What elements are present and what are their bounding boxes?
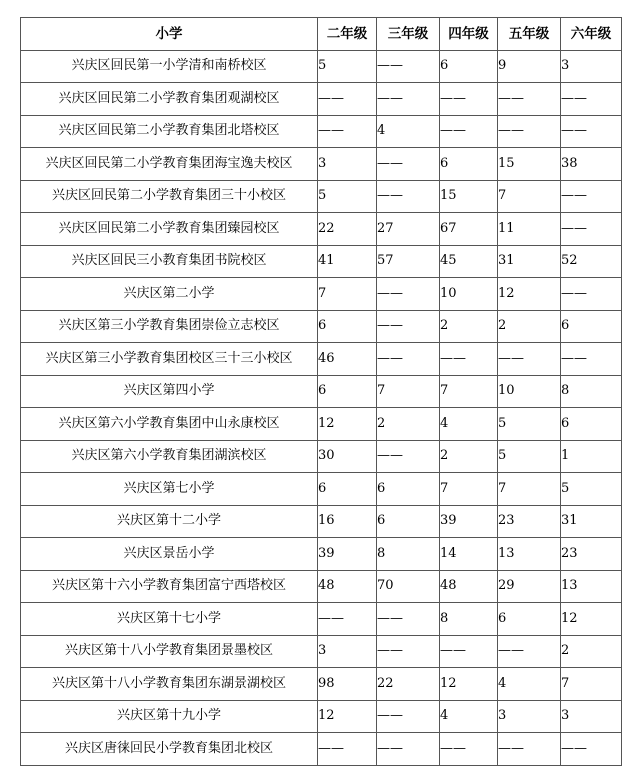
grade-2-cell: ——: [318, 115, 377, 148]
grade-5-cell: 6: [498, 603, 561, 636]
grade-6-cell: 52: [561, 245, 622, 278]
grade-3-cell: ——: [377, 700, 440, 733]
grade-4-cell: ——: [440, 115, 498, 148]
grade-5-cell: ——: [498, 733, 561, 766]
school-name-cell: 兴庆区第六小学教育集团中山永康校区: [21, 408, 318, 441]
grade-5-cell: 15: [498, 148, 561, 181]
grade-3-cell: 7: [377, 375, 440, 408]
grade-4-cell: 2: [440, 440, 498, 473]
grade-5-cell: 2: [498, 310, 561, 343]
grade-2-cell: 6: [318, 473, 377, 506]
grade-4-cell: 39: [440, 505, 498, 538]
grade-4-cell: 4: [440, 700, 498, 733]
grade-6-cell: ——: [561, 733, 622, 766]
table-row: [21, 278, 622, 311]
grade-4-cell: 48: [440, 570, 498, 603]
grade-3-cell: ——: [377, 440, 440, 473]
grade-3-cell: 6: [377, 505, 440, 538]
table-row: [21, 473, 622, 506]
grade-5-cell: ——: [498, 343, 561, 376]
school-name-cell: 兴庆区第三小学教育集团校区三十三小校区: [21, 343, 318, 376]
header-grade-5: 五年级: [498, 18, 561, 51]
grade-5-cell: 31: [498, 245, 561, 278]
grade-5-cell: ——: [498, 635, 561, 668]
header-grade-4: 四年级: [440, 18, 498, 51]
grade-3-cell: ——: [377, 148, 440, 181]
grade-2-cell: 41: [318, 245, 377, 278]
school-name-cell: 兴庆区回民第二小学教育集团北塔校区: [21, 115, 318, 148]
table-row: [21, 375, 622, 408]
table-row: [21, 408, 622, 441]
grade-2-cell: 46: [318, 343, 377, 376]
grade-2-cell: 22: [318, 213, 377, 246]
grade-4-cell: 4: [440, 408, 498, 441]
grade-5-cell: 11: [498, 213, 561, 246]
table-row: [21, 50, 622, 83]
table-row: [21, 700, 622, 733]
school-name-cell: 兴庆区第十八小学教育集团东湖景湖校区: [21, 668, 318, 701]
school-name-cell: 兴庆区回民第二小学教育集团观湖校区: [21, 83, 318, 116]
school-name-cell: 兴庆区第二小学: [21, 278, 318, 311]
school-name-cell: 兴庆区第十七小学: [21, 603, 318, 636]
grade-3-cell: ——: [377, 50, 440, 83]
grade-4-cell: ——: [440, 83, 498, 116]
grade-3-cell: 8: [377, 538, 440, 571]
grade-3-cell: ——: [377, 603, 440, 636]
grade-5-cell: 12: [498, 278, 561, 311]
grade-4-cell: 7: [440, 473, 498, 506]
grade-2-cell: ——: [318, 83, 377, 116]
grade-2-cell: 98: [318, 668, 377, 701]
table-row: [21, 505, 622, 538]
grade-4-cell: 15: [440, 180, 498, 213]
grade-6-cell: ——: [561, 115, 622, 148]
grade-3-cell: 27: [377, 213, 440, 246]
grade-5-cell: 4: [498, 668, 561, 701]
school-name-cell: 兴庆区第四小学: [21, 375, 318, 408]
grade-6-cell: 3: [561, 50, 622, 83]
grade-5-cell: 7: [498, 180, 561, 213]
table-row: [21, 310, 622, 343]
school-name-cell: 兴庆区第六小学教育集团湖滨校区: [21, 440, 318, 473]
grade-3-cell: ——: [377, 310, 440, 343]
grade-4-cell: 8: [440, 603, 498, 636]
grade-6-cell: ——: [561, 83, 622, 116]
school-name-cell: 兴庆区唐徕回民小学教育集团北校区: [21, 733, 318, 766]
grade-6-cell: 7: [561, 668, 622, 701]
table-row: [21, 440, 622, 473]
grade-5-cell: 3: [498, 700, 561, 733]
grade-2-cell: 7: [318, 278, 377, 311]
grade-5-cell: 29: [498, 570, 561, 603]
grade-3-cell: 22: [377, 668, 440, 701]
table-row: [21, 343, 622, 376]
grade-2-cell: ——: [318, 603, 377, 636]
grade-3-cell: ——: [377, 343, 440, 376]
school-name-cell: 兴庆区第七小学: [21, 473, 318, 506]
grade-2-cell: 6: [318, 375, 377, 408]
grade-5-cell: 9: [498, 50, 561, 83]
grade-6-cell: 12: [561, 603, 622, 636]
grade-2-cell: 16: [318, 505, 377, 538]
table-row: [21, 245, 622, 278]
table-body: [21, 50, 622, 765]
grade-3-cell: 6: [377, 473, 440, 506]
grade-3-cell: 2: [377, 408, 440, 441]
table-row: [21, 213, 622, 246]
grade-5-cell: 23: [498, 505, 561, 538]
grade-4-cell: 14: [440, 538, 498, 571]
table-row: [21, 115, 622, 148]
grade-6-cell: ——: [561, 278, 622, 311]
grade-3-cell: ——: [377, 733, 440, 766]
grade-2-cell: 48: [318, 570, 377, 603]
grade-3-cell: ——: [377, 180, 440, 213]
school-name-cell: 兴庆区第三小学教育集团崇俭立志校区: [21, 310, 318, 343]
grade-4-cell: 67: [440, 213, 498, 246]
header-grade-3: 三年级: [377, 18, 440, 51]
grade-6-cell: 1: [561, 440, 622, 473]
grade-4-cell: 45: [440, 245, 498, 278]
grade-4-cell: 6: [440, 148, 498, 181]
school-name-cell: 兴庆区回民三小教育集团书院校区: [21, 245, 318, 278]
grade-6-cell: 5: [561, 473, 622, 506]
school-name-cell: 兴庆区第十九小学: [21, 700, 318, 733]
grade-3-cell: 70: [377, 570, 440, 603]
grade-2-cell: 5: [318, 180, 377, 213]
grade-5-cell: 5: [498, 408, 561, 441]
table-row: [21, 733, 622, 766]
grade-4-cell: 2: [440, 310, 498, 343]
grade-4-cell: 6: [440, 50, 498, 83]
grade-2-cell: 39: [318, 538, 377, 571]
grade-3-cell: ——: [377, 278, 440, 311]
header-grade-2: 二年级: [318, 18, 377, 51]
grade-5-cell: 7: [498, 473, 561, 506]
grade-3-cell: ——: [377, 83, 440, 116]
table-row: [21, 668, 622, 701]
school-name-cell: 兴庆区第十二小学: [21, 505, 318, 538]
grade-6-cell: 13: [561, 570, 622, 603]
header-row: [21, 18, 622, 51]
grade-4-cell: 7: [440, 375, 498, 408]
grade-5-cell: ——: [498, 83, 561, 116]
header-school: 小学: [21, 18, 318, 51]
grade-5-cell: ——: [498, 115, 561, 148]
grade-6-cell: ——: [561, 213, 622, 246]
header-grade-6: 六年级: [561, 18, 622, 51]
grade-3-cell: ——: [377, 635, 440, 668]
school-name-cell: 兴庆区回民第二小学教育集团臻园校区: [21, 213, 318, 246]
table-row: [21, 570, 622, 603]
grade-4-cell: ——: [440, 343, 498, 376]
table-row: [21, 148, 622, 181]
grade-2-cell: 3: [318, 148, 377, 181]
table-container: [20, 17, 622, 766]
school-name-cell: 兴庆区第十六小学教育集团富宁西塔校区: [21, 570, 318, 603]
grade-6-cell: 31: [561, 505, 622, 538]
grade-2-cell: 6: [318, 310, 377, 343]
grade-2-cell: 12: [318, 408, 377, 441]
grade-6-cell: 6: [561, 408, 622, 441]
grade-2-cell: ——: [318, 733, 377, 766]
school-name-cell: 兴庆区第十八小学教育集团景墨校区: [21, 635, 318, 668]
grade-2-cell: 30: [318, 440, 377, 473]
grade-6-cell: ——: [561, 343, 622, 376]
grade-6-cell: 6: [561, 310, 622, 343]
grade-4-cell: ——: [440, 635, 498, 668]
grade-6-cell: ——: [561, 180, 622, 213]
grade-4-cell: 12: [440, 668, 498, 701]
table-row: [21, 83, 622, 116]
grade-4-cell: 10: [440, 278, 498, 311]
grade-5-cell: 10: [498, 375, 561, 408]
grade-6-cell: 38: [561, 148, 622, 181]
grade-6-cell: 23: [561, 538, 622, 571]
table-row: [21, 538, 622, 571]
grade-3-cell: 57: [377, 245, 440, 278]
grade-6-cell: 2: [561, 635, 622, 668]
grade-4-cell: ——: [440, 733, 498, 766]
grade-2-cell: 12: [318, 700, 377, 733]
grade-5-cell: 5: [498, 440, 561, 473]
school-grade-table: [20, 17, 622, 766]
grade-6-cell: 3: [561, 700, 622, 733]
school-name-cell: 兴庆区回民第二小学教育集团海宝逸夫校区: [21, 148, 318, 181]
school-name-cell: 兴庆区回民第二小学教育集团三十小校区: [21, 180, 318, 213]
school-name-cell: 兴庆区景岳小学: [21, 538, 318, 571]
school-name-cell: 兴庆区回民第一小学清和南桥校区: [21, 50, 318, 83]
grade-5-cell: 13: [498, 538, 561, 571]
grade-2-cell: 3: [318, 635, 377, 668]
grade-3-cell: 4: [377, 115, 440, 148]
table-row: [21, 635, 622, 668]
grade-2-cell: 5: [318, 50, 377, 83]
table-row: [21, 603, 622, 636]
table-row: [21, 180, 622, 213]
grade-6-cell: 8: [561, 375, 622, 408]
